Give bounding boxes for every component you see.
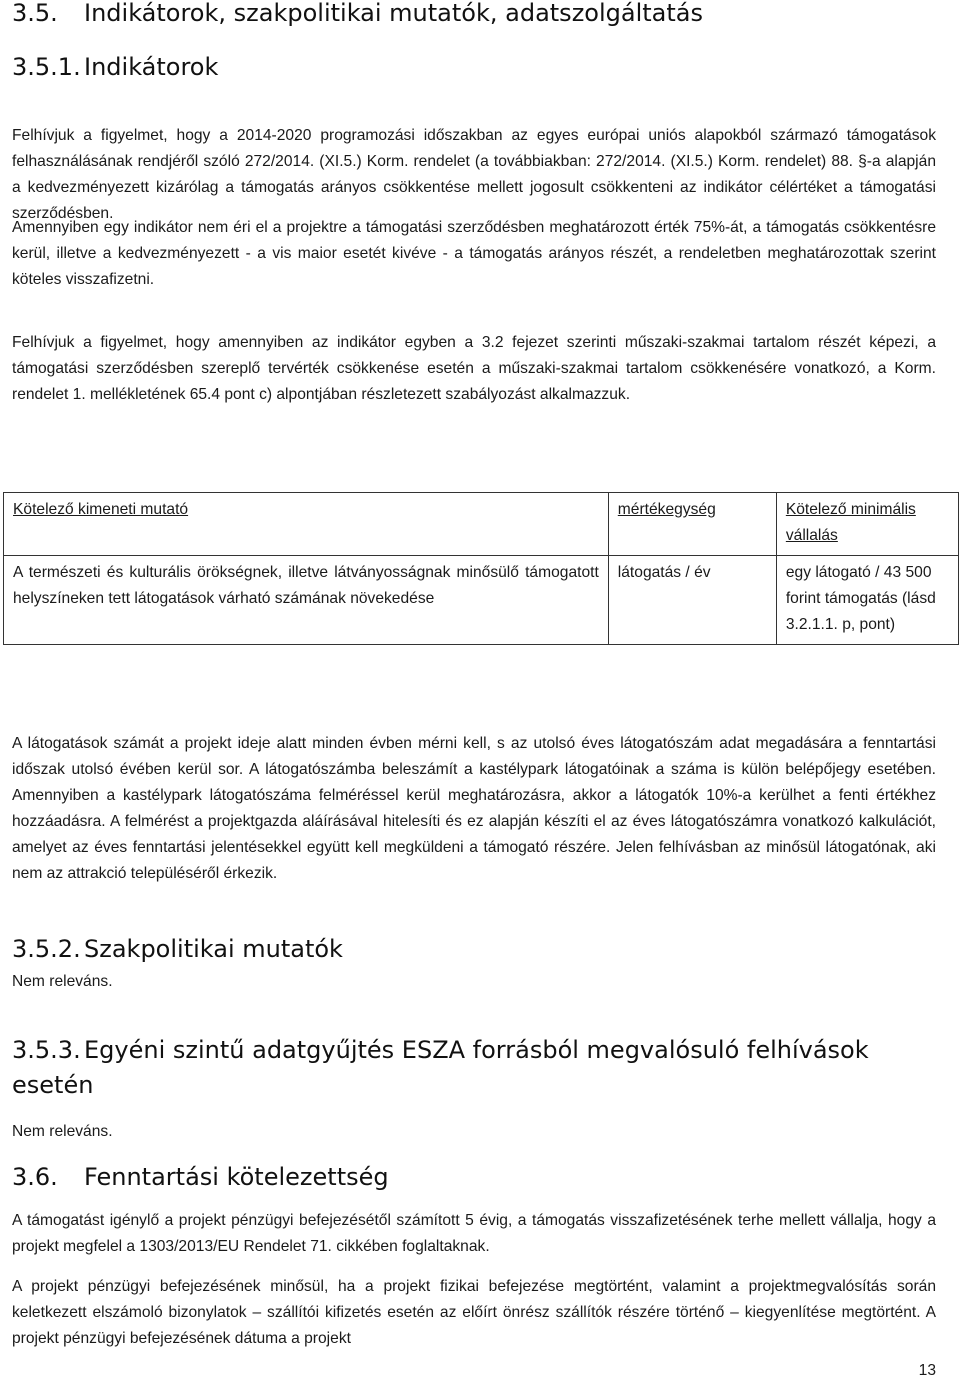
heading-number: 3.5.3.	[12, 1036, 81, 1064]
paragraph-6: A projekt pénzügyi befejezésének minősül, ha a projekt fizikai befejezése megtörtént, valamint a projektmegvalósítás során keletkezett elszámoló bizonylatok – szállítói kifizetés esetén az előírt önrész szállítók részére történő – kiegyenlítése megtörtént. A projekt pénzügyi befejezésének dátuma a projekt	[12, 1278, 936, 1347]
heading-3-5	[12, 0, 703, 28]
paragraph-2: Amennyiben egy indikátor nem éri el a projektre a támogatási szerződésben meghatározott érték 75%-át, a támogatás csökkentésre kerül, illetve a kedvezményezett - a vis maior esetét kivéve - a támogatás arányos részét, a rendeletben meghatározottak szerint köteles visszafizetni.	[12, 219, 936, 288]
indicator-table	[3, 492, 959, 645]
table-cell: egy látogató / 43 500 forint támogatás (lásd 3.2.1.1. p, pont)	[776, 556, 958, 645]
heading-3-5-3	[12, 1033, 936, 1103]
heading-title: Indikátorok	[84, 53, 219, 81]
table-cell: A természeti és kulturális örökségnek, illetve látványosságnak minősülő támogatott helyszíneken tett látogatások várható számának növekedése	[4, 556, 609, 645]
table-cell: látogatás / év	[608, 556, 776, 645]
heading-3-5-1	[12, 52, 218, 82]
table-header-cell: Kötelező kimeneti mutató	[4, 493, 609, 556]
heading-number: 3.5.	[12, 0, 58, 27]
paragraph-5: A támogatást igénylő a projekt pénzügyi befejezésétől számított 5 évig, a támogatás visszafizetésének terhe mellett vállalja, hogy a projekt megfelel a 1303/2013/EU Rendelet 71. cikkében foglaltaknak.	[12, 1212, 936, 1255]
table-header-cell: Kötelező minimális vállalás	[776, 493, 958, 556]
paragraph-1: Felhívjuk a figyelmet, hogy a 2014-2020 programozási időszakban az egyes európai uniós alapokból származó támogatások felhasználásának rendjéről szóló 272/2014. (XI.5.) Korm. rendelet (a továbbiakban: 272/2014. (XI.5.) Korm. rendelet) 88. §-a alapján a kedvezményezett kizárólag a támogatás arányos csökkentése mellett jogosult csökkenteni az indikátor célértéket a támogatási szerződésben.	[12, 127, 936, 222]
paragraph-4: A látogatások számát a projekt ideje alatt minden évben mérni kell, s az utolsó éves látogatószám adat megadására a fenntartási időszak utolsó évében kerül sor. A látogatószámba beleszámít a kastélypark látogatóinak a száma is külön belépőjegy esetében. Amennyiben a kastélypark látogatószáma felméréssel kerül meghatározásra, akkor a látogatók 10%-a kerülhet a fenti értékhez hozzáadásra. A felmérést a projektgazda aláírásával hitelesíti és ez alapján készíti el az éves látogatószámra vonatkozó kalkulációt, amelyet az éves fenntartási jelentésekkel együtt kell megküldeni a támogató részére. Jelen felhívásban az minősül látogatónak, aki nem az attrakció településéről érkezik.	[12, 735, 936, 882]
paragraph-3: Felhívjuk a figyelmet, hogy amennyiben az indikátor egyben a 3.2 fejezet szerinti műszaki-szakmai tartalom részét képezi, a támogatási szerződésben szereplő tervérték csökkenése esetén a műszaki-szakmai tartalom csökkenésére vonatkozó, a Korm. rendelet 1. mellékletének 65.4 pont c) alpontjában részletezett szabályozást alkalmazzuk.	[12, 334, 936, 403]
heading-number: 3.6.	[12, 1163, 58, 1191]
heading-number: 3.5.2.	[12, 935, 81, 963]
heading-title: Szakpolitikai mutatók	[84, 935, 343, 963]
heading-3-6	[12, 1160, 389, 1194]
not-relevant-text: Nem releváns.	[12, 973, 113, 990]
heading-number: 3.5.1.	[12, 53, 81, 81]
heading-title: Egyéni szintű adatgyűjtés ESZA forrásból megvalósuló felhívások esetén	[12, 1036, 869, 1099]
table-header-cell: mértékegység	[608, 493, 776, 556]
not-relevant-text: Nem releváns.	[12, 1123, 113, 1140]
table-row	[4, 556, 959, 645]
page-number: 13	[918, 1362, 936, 1379]
table-header-row	[4, 493, 959, 556]
heading-3-5-2	[12, 932, 343, 966]
heading-title: Indikátorok, szakpolitikai mutatók, adatszolgáltatás	[84, 0, 703, 27]
heading-title: Fenntartási kötelezettség	[84, 1163, 389, 1191]
